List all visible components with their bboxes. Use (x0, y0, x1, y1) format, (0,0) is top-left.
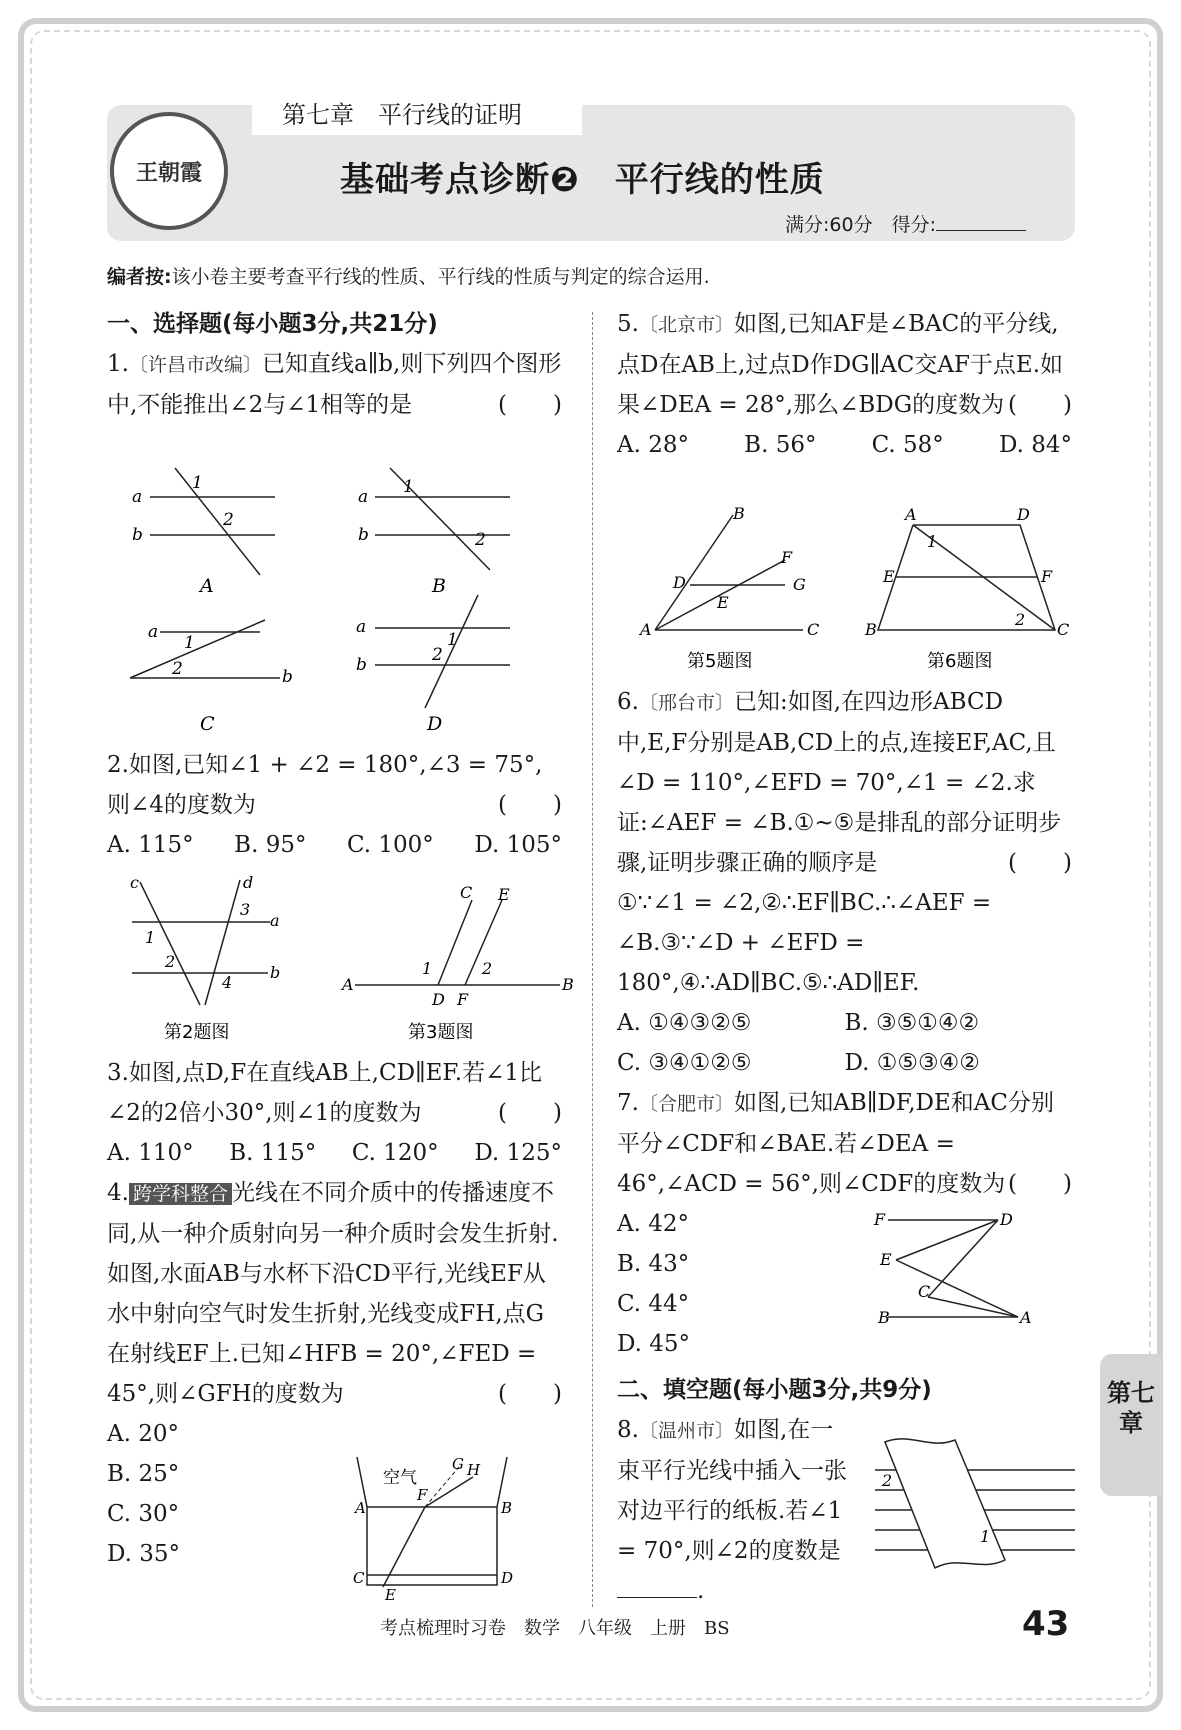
q7-option-a[interactable]: A. 42° (617, 1211, 689, 1237)
q2-options (107, 825, 562, 865)
svg-text:A: A (355, 1499, 366, 1517)
q8-answer-blank[interactable] (617, 1597, 697, 1598)
q2-option-d[interactable]: D. 105° (474, 832, 562, 858)
publisher-seal (110, 112, 228, 230)
q3-options (107, 1133, 562, 1173)
seal-text: 王朝霞 (135, 159, 202, 186)
footer-text: 考点梳理时习卷 数学 八年级 上册 BS (380, 1618, 730, 1639)
svg-text:1: 1 (145, 928, 156, 947)
q6-steps: ①∵∠1 = ∠2,②∴EF∥BC.∴∠AEF = ∠B.③∵∠D + ∠EFD = 180°,④∴AD∥BC.⑤∴AD∥EF. (617, 890, 992, 996)
column-divider (592, 312, 593, 1607)
svg-text:E: E (883, 567, 895, 586)
left-column-2 (107, 745, 562, 865)
q6-option-c[interactable]: C. ③④①②⑤ (617, 1050, 752, 1076)
svg-text:C: C (918, 1282, 931, 1301)
right-column (617, 304, 1072, 465)
svg-text:F: F (417, 1486, 428, 1504)
score-blank[interactable] (936, 230, 1026, 231)
question-3: 3.如图,点D,F在直线AB上,CD∥EF.若∠1比∠2的2倍小30°,则∠1的度数为 ( ) (107, 1060, 562, 1126)
svg-text:c: c (130, 873, 139, 892)
q1-fig-a (132, 468, 275, 597)
q2-option-b[interactable]: B. 95° (234, 832, 307, 858)
q1-figures (120, 460, 590, 750)
svg-text:2: 2 (165, 952, 176, 971)
svg-text:2: 2 (475, 530, 486, 550)
svg-text:B: B (562, 975, 574, 994)
svg-text:a: a (270, 911, 280, 930)
section1-title: 一、选择题(每小题3分,共21分) (107, 311, 438, 337)
q5-figure (638, 504, 819, 672)
svg-text:1: 1 (927, 532, 938, 551)
svg-text:1: 1 (980, 1527, 991, 1546)
svg-text:D: D (1000, 1210, 1013, 1229)
svg-text:a: a (148, 622, 159, 642)
q2-option-c[interactable]: C. 100° (347, 832, 434, 858)
left-column (107, 304, 562, 425)
section2-title: 二、填空题(每小题3分,共9分) (617, 1377, 932, 1403)
svg-text:G: G (452, 1455, 464, 1473)
svg-text:b: b (282, 667, 293, 687)
svg-text:b: b (356, 655, 367, 675)
q7-option-c[interactable]: C. 44° (617, 1291, 690, 1317)
svg-text:1: 1 (184, 633, 195, 653)
q4-option-a[interactable]: A. 20° (107, 1421, 179, 1447)
cross-discipline-tag: 跨学科整合 (129, 1183, 232, 1205)
svg-text:C: C (353, 1569, 365, 1587)
page-title: 基础考点诊断❷ 平行线的性质 (340, 160, 825, 200)
q5-option-b[interactable]: B. 56° (744, 432, 817, 458)
q7-options (617, 1204, 737, 1364)
svg-text:G: G (793, 575, 806, 594)
svg-text:D: D (432, 990, 445, 1009)
q7-option-b[interactable]: B. 43° (617, 1251, 690, 1277)
q5-option-c[interactable]: C. 58° (871, 432, 944, 458)
q2-option-a[interactable]: A. 115° (107, 832, 194, 858)
svg-text:C: C (460, 883, 473, 902)
svg-text:2: 2 (882, 1471, 893, 1490)
svg-text:a: a (358, 487, 369, 507)
svg-text:C: C (200, 713, 215, 735)
q8-figure (860, 1430, 1080, 1590)
q3-option-a[interactable]: A. 110° (107, 1140, 194, 1166)
chapter-title: 第七章 平行线的证明 (252, 95, 582, 135)
q3-option-b[interactable]: B. 115° (229, 1140, 317, 1166)
q5-option-a[interactable]: A. 28° (617, 432, 689, 458)
svg-text:F: F (1041, 567, 1053, 586)
svg-text:B: B (878, 1308, 890, 1327)
svg-text:2: 2 (1015, 610, 1026, 629)
q4-options (107, 1414, 227, 1574)
q1-fig-a-label: A (200, 575, 214, 597)
svg-text:E: E (717, 593, 729, 612)
svg-text:E: E (880, 1250, 892, 1269)
svg-text:B: B (865, 620, 877, 639)
svg-text:1: 1 (422, 959, 433, 978)
q6-option-a[interactable]: A. ①④③②⑤ (617, 1010, 752, 1036)
svg-text:a: a (356, 617, 367, 637)
svg-text:第6题图: 第6题图 (927, 651, 993, 672)
q6-figure (864, 505, 1069, 672)
question-6: 6.〔邢台市〕已知:如图,在四边形ABCD中,E,F分别是AB,CD上的点,连接EF,AC,且∠D = 110°,∠EFD = 70°,∠1 = ∠2.求证:∠AEF = ∠B.①~⑤是排乱的部分证明步骤,证明步骤正确的顺序是 ( ) (617, 689, 1072, 876)
question-2: 2.如图,已知∠1 + ∠2 = 180°,∠3 = 75°,则∠4的度数为 ( ) (107, 752, 562, 818)
svg-text:A: A (1020, 1308, 1032, 1327)
svg-text:B: B (733, 504, 745, 523)
svg-text:E: E (385, 1586, 396, 1604)
svg-text:1: 1 (403, 477, 414, 497)
svg-text:b: b (358, 525, 369, 545)
question-7: 7.〔合肥市〕如图,已知AB∥DF,DE和AC分别平分∠CDF和∠BAE.若∠DEA = 46°,∠ACD = 56°,则∠CDF的度数为 ( ) (617, 1090, 1072, 1197)
q6-option-b[interactable]: B. ③⑤①④② (844, 1010, 980, 1036)
svg-text:2: 2 (482, 959, 493, 978)
svg-text:3: 3 (240, 900, 251, 919)
question-5: 5.〔北京市〕如图,已知AF是∠BAC的平分线,点D在AB上,过点D作DG∥AC交AF于点E.如果∠DEA = 28°,那么∠BDG的度数为 ( ) (617, 311, 1072, 418)
svg-text:D: D (1017, 505, 1030, 524)
svg-text:B: B (432, 575, 446, 597)
svg-text:D: D (501, 1569, 514, 1587)
svg-text:1: 1 (447, 630, 458, 650)
svg-text:4: 4 (222, 973, 233, 992)
page-number: 43 (1022, 1604, 1070, 1644)
q5-option-d[interactable]: D. 84° (998, 432, 1072, 458)
svg-text:第3题图: 第3题图 (408, 1022, 474, 1043)
svg-text:1: 1 (192, 473, 203, 493)
svg-text:A: A (342, 975, 354, 994)
editor-note: 编者按:该小卷主要考查平行线的性质、平行线的性质与判定的综合运用. (107, 266, 710, 288)
svg-text:C: C (807, 620, 820, 639)
svg-text:2: 2 (432, 645, 443, 665)
q4-option-c[interactable]: C. 30° (107, 1501, 180, 1527)
svg-text:C: C (1057, 620, 1070, 639)
svg-text:第5题图: 第5题图 (687, 651, 753, 672)
q5-options (617, 425, 1072, 465)
q3-option-c[interactable]: C. 120° (351, 1140, 439, 1166)
svg-text:第2题图: 第2题图 (164, 1022, 230, 1043)
q1-fig-b (358, 468, 510, 597)
svg-text:F: F (874, 1210, 886, 1229)
svg-text:空气: 空气 (383, 1468, 417, 1488)
svg-text:b: b (132, 525, 143, 545)
q4-figure (355, 1455, 525, 1605)
q4-option-b[interactable]: B. 25° (107, 1461, 180, 1487)
q7-figure (868, 1205, 1068, 1325)
question-4: 4. 跨学科整合 光线在不同介质中的传播速度不同,从一种介质射向另一种介质时会发生折射.如图,水面AB与水杯下沿CD平行,光线EF从水中射向空气时发生折射,光线变成FH,点G在射线EF上.已知∠HFB = 20°,∠FED = 45°,则∠GFH的度数为 ( ) (107, 1180, 562, 1407)
q6-options (617, 1003, 1072, 1083)
svg-text:d: d (243, 873, 254, 892)
svg-text:E: E (498, 885, 510, 904)
svg-text:F: F (781, 548, 793, 567)
q4-option-d[interactable]: D. 35° (107, 1541, 181, 1567)
q6-option-d[interactable]: D. ①⑤③④② (844, 1050, 980, 1076)
svg-text:2: 2 (223, 510, 234, 530)
q5-q6-figures (635, 505, 1075, 680)
q2-q3-figures (120, 870, 590, 1050)
svg-text:2: 2 (172, 659, 183, 679)
q3-figure (340, 883, 574, 1043)
q3-option-d[interactable]: D. 125° (474, 1140, 562, 1166)
svg-text:B: B (501, 1499, 513, 1517)
svg-text:A: A (905, 505, 917, 524)
score-line: 满分:60分 得分: (785, 210, 1026, 237)
svg-text:A: A (640, 620, 652, 639)
svg-text:H: H (467, 1461, 481, 1479)
q1-fig-c (130, 620, 293, 735)
q1-fig-d (356, 595, 510, 735)
question-1: 1.〔许昌市改编〕已知直线a∥b,则下列四个图形中,不能推出∠2与∠1相等的是 ( ) (107, 351, 562, 418)
svg-text:D: D (427, 713, 443, 735)
svg-text:F: F (457, 990, 469, 1009)
svg-text:D: D (673, 573, 686, 592)
q7-option-d[interactable]: D. 45° (617, 1331, 691, 1357)
svg-text:a: a (132, 487, 143, 507)
chapter-side-tab: 第七章 (1100, 1354, 1162, 1496)
svg-text:b: b (270, 963, 281, 982)
q2-figure (130, 873, 280, 1043)
question-8: 8.〔温州市〕如图,在一束平行光线中插入一张对边平行的纸板.若∠1 = 70°,则∠2的度数是. (617, 1417, 847, 1604)
